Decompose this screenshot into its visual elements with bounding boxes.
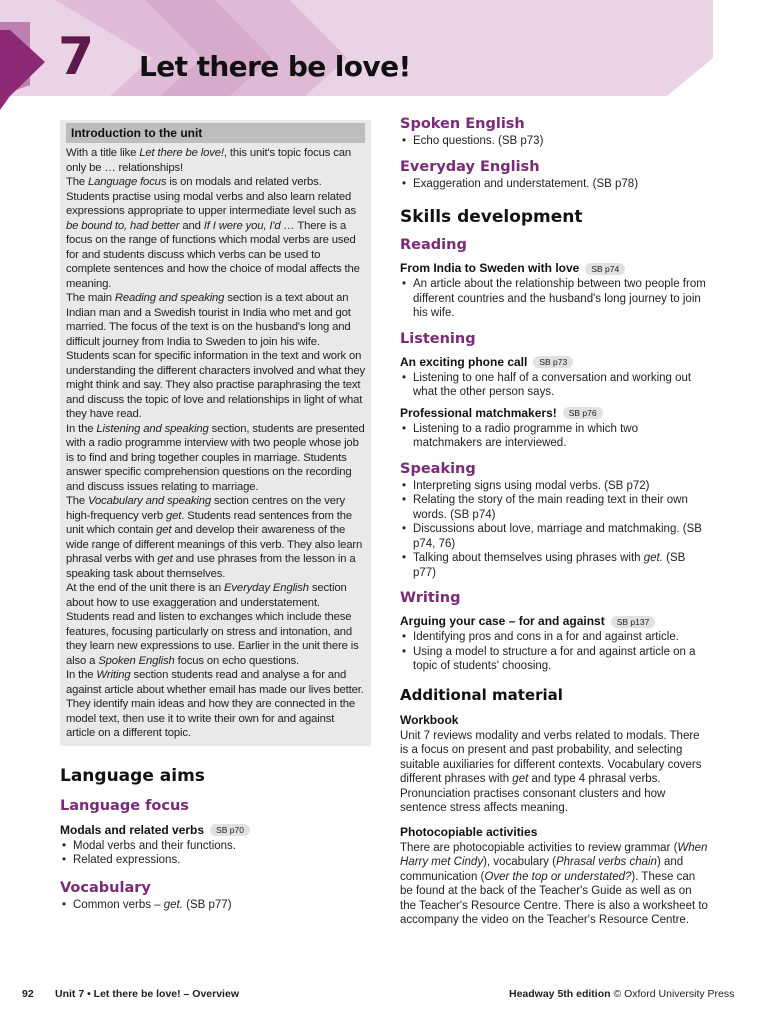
skills-development-heading: Skills development xyxy=(400,207,583,227)
sb-badge: SB p76 xyxy=(563,407,603,419)
listening-list-2 xyxy=(400,422,710,451)
unit-header xyxy=(0,0,768,110)
page-footer xyxy=(0,988,768,1002)
footer-publisher: Headway 5th edition © Oxford University Press xyxy=(509,988,735,1000)
list-item: • Identifying pros and cons in a for and against article. xyxy=(400,630,710,645)
intro-heading: Introduction to the unit xyxy=(66,123,365,143)
list-item: • Using a model to structure a for and against article on a topic of students' choosing. xyxy=(400,645,710,674)
list-item: • Discussions about love, marriage and matchmaking. (SB p74, 76) xyxy=(400,522,710,551)
intro-paragraph: In the Writing section students read and analyse a for and against article about whether email has made our lives better. They identify main ideas and how they are connected in the model text, then use it to write their own for and against article on a different topic. xyxy=(66,669,364,739)
intro-paragraph: At the end of the unit there is an Everyday English section about how to use exaggeration and understatement. Students read and listen to exchanges which include these features, focusing particularly on stress and intonation, and they learn new expressions to use. Earlier in the unit there is also a Spoken English focus on echo questions. xyxy=(66,582,359,667)
list-item: • Related expressions. xyxy=(60,853,372,868)
listening-subheading-2: Professional matchmakers! SB p76 xyxy=(400,406,710,420)
listening-subheading-1: An exciting phone call SB p73 xyxy=(400,355,710,369)
photocopiable-paragraph: There are photocopiable activities to review grammar (When Harry met Cindy), vocabulary (Phrasal verbs chain) and communication (Over the top or understated?). These can be found at the back of the Teacher's Guide as well as on the Teacher's Resource Centre. There is also a worksheet to accompany the video on the Teacher's Resource Centre. xyxy=(400,841,708,926)
list-item: • Listening to a radio programme in which two matchmakers are interviewed. xyxy=(400,422,710,451)
list-item: • Listening to one half of a conversation and working out what the other person says. xyxy=(400,371,710,400)
list-item: • An article about the relationship between two people from different countries and the husband's long journey to join his wife. xyxy=(400,277,710,321)
photocopiable-heading: Photocopiable activities xyxy=(400,824,538,839)
additional-material-heading: Additional material xyxy=(400,685,563,704)
speaking-list xyxy=(400,479,710,581)
list-item: • Talking about themselves using phrases with get. (SB p77) xyxy=(400,551,710,580)
unit-number: 7 xyxy=(58,27,94,87)
left-column xyxy=(60,120,372,912)
list-item: • Exaggeration and understatement. (SB p78) xyxy=(400,177,710,192)
spoken-english-heading: Spoken English xyxy=(400,116,525,132)
intro-paragraph: With a title like Let there be love!, this unit's topic focus can only be … relationships! xyxy=(66,147,352,174)
intro-paragraph: The main Reading and speaking section is a text about an Indian man and a Swedish tourist in India who met and got married. The focus of the text is on the husband's long and difficult journey from India to Sweden to join his wife. Students scan for specific information in the text and work on understanding the different characters involved and what they might think and say. They also practise paraphrasing the text and discuss the topic of love and relationships in light of what they have read. xyxy=(66,292,365,420)
list-item: • Common verbs – get. (SB p77) xyxy=(60,898,372,913)
reading-list xyxy=(400,277,710,321)
reading-subheading: From India to Sweden with love SB p74 xyxy=(400,261,710,275)
intro-paragraph: The Vocabulary and speaking section centres on the very high-frequency verb get. Students read sentences from the unit which contain get and develop their awareness of the wide range of different meanings of this verb. They also learn phrasal verbs with get and use phrases from the lesson in a speaking task about themselves. xyxy=(66,495,363,580)
page-title: Let there be love! xyxy=(139,50,411,83)
writing-heading: Writing xyxy=(400,590,461,606)
workbook-paragraph: Unit 7 reviews modality and verbs related to modals. There is a focus on present and past probability, and selecting suitable auxiliaries for different contexts. Vocabulary covers different phrases with get and type 4 phrasal verbs. Pronunciation practises consonant clusters and how sentence stress affects meaning. xyxy=(400,729,702,814)
list-item: • Echo questions. (SB p73) xyxy=(400,134,710,149)
writing-list xyxy=(400,630,710,674)
intro-box xyxy=(60,120,371,746)
vocabulary-heading: Vocabulary xyxy=(60,879,151,896)
language-aims-heading: Language aims xyxy=(60,765,205,786)
sb-badge: SB p137 xyxy=(611,616,656,628)
list-item: • Relating the story of the main reading text in their own words. (SB p74) xyxy=(400,493,710,522)
listening-list-1 xyxy=(400,371,710,400)
language-focus-subheading: Modals and related verbs SB p70 xyxy=(60,823,372,837)
right-column xyxy=(400,116,710,928)
footer-unit-label: Unit 7 • Let there be love! – Overview xyxy=(55,988,239,1000)
list-item: • Modal verbs and their functions. xyxy=(60,839,372,854)
listening-heading: Listening xyxy=(400,330,476,347)
spoken-english-list xyxy=(400,134,710,149)
vocabulary-list xyxy=(60,898,372,913)
speaking-heading: Speaking xyxy=(400,460,476,477)
writing-subheading: Arguing your case – for and against SB p137 xyxy=(400,614,710,628)
page-number: 92 xyxy=(22,988,34,1000)
list-item: • Interpreting signs using modal verbs. (SB p72) xyxy=(400,479,710,494)
intro-paragraph: The Language focus is on modals and related verbs. Students practise using modal verbs and also learn related expressions appropriate to upper intermediate level such as be bound to, had better and If I were you, I'd … There is a focus on the range of functions which modal verbs are used for and students discuss which verbs can be used to complete sentences and how the choice of modal affects the meaning. xyxy=(66,176,360,290)
sb-badge: SB p70 xyxy=(210,824,250,836)
everyday-english-heading: Everyday English xyxy=(400,158,540,175)
language-focus-list xyxy=(60,839,372,868)
workbook-heading: Workbook xyxy=(400,712,459,727)
everyday-english-list xyxy=(400,177,710,192)
intro-paragraph: In the Listening and speaking section, students are presented with a radio programme interview with two people whose job is to find and bring together couples in marriage. Students answer specific comprehension questions on the recording and discuss issues relating to marriage. xyxy=(66,422,365,493)
sb-badge: SB p74 xyxy=(585,263,625,275)
reading-heading: Reading xyxy=(400,237,467,253)
sb-badge: SB p73 xyxy=(533,356,573,368)
language-focus-heading: Language focus xyxy=(60,797,189,814)
